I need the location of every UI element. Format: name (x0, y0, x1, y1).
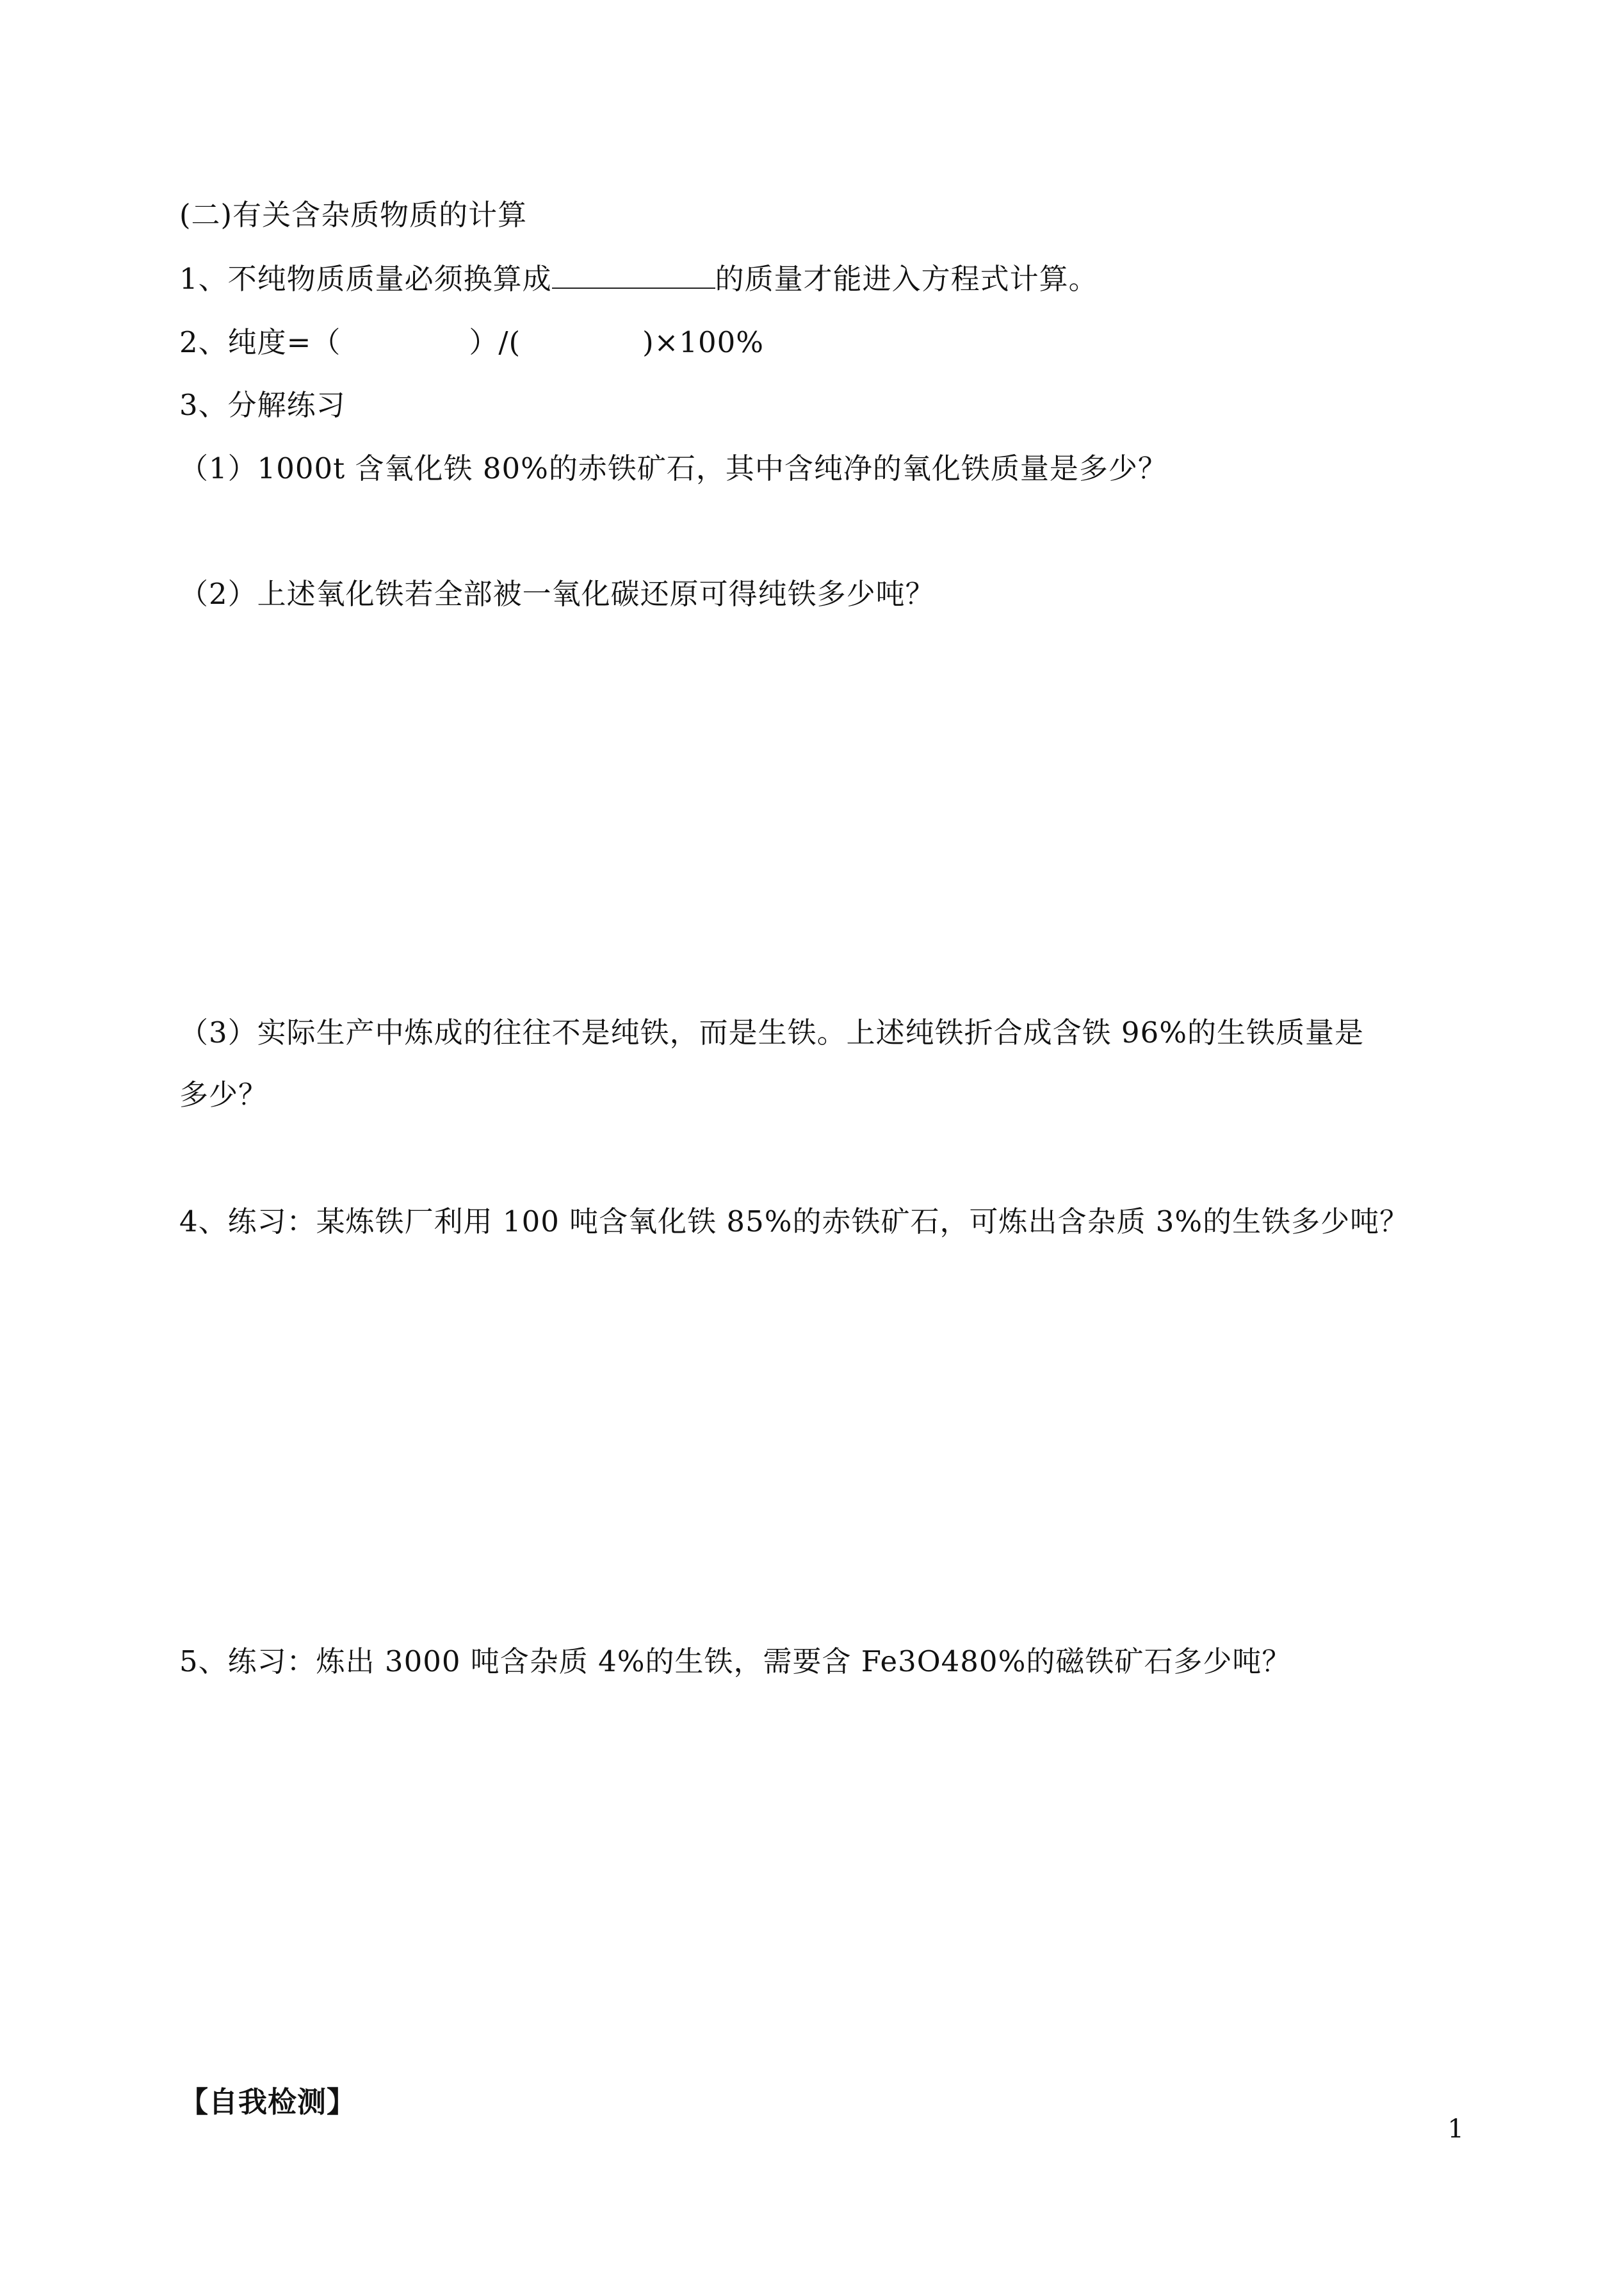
question-3-line-1: （3）实际生产中炼成的往往不是纯铁，而是生铁。上述纯铁折合成含铁 96%的生铁质量是 (179, 1016, 1364, 1050)
item-2-purity-formula (179, 323, 764, 362)
item-3-title: 3、分解练习 (179, 388, 346, 422)
section-title: (二)有关含杂质物质的计算 (179, 198, 528, 232)
page-number: 1 (1447, 2114, 1464, 2144)
item-1-suffix: 的质量才能进入方程式计算。 (715, 262, 1098, 296)
item-1-prefix: 1、不纯物质质量必须换算成 (179, 262, 552, 296)
question-1: （1）1000t 含氧化铁 80%的赤铁矿石，其中含纯净的氧化铁质量是多少？ (179, 451, 1167, 485)
item-2-prefix: 2、纯度=（ (179, 325, 341, 359)
item-2-suffix: )×100% (642, 325, 764, 359)
item-2-middle: ）/( (469, 325, 521, 359)
question-2: （2）上述氧化铁若全部被一氧化碳还原可得纯铁多少吨？ (179, 577, 935, 611)
question-3-line-2: 多少？ (179, 1078, 268, 1112)
item-1 (179, 259, 1098, 298)
fill-in-blank (552, 259, 715, 289)
exercise-4: 4、练习：某炼铁厂利用 100 吨含氧化铁 85%的赤铁矿石，可炼出含杂质 3%的生铁多少吨？ (179, 1204, 1409, 1238)
self-check-heading: 【自我检测】 (179, 2085, 357, 2119)
exercise-5: 5、练习：炼出 3000 吨含杂质 4%的生铁，需要含 Fe3O480%的磁铁矿石多少吨？ (179, 1644, 1292, 1678)
